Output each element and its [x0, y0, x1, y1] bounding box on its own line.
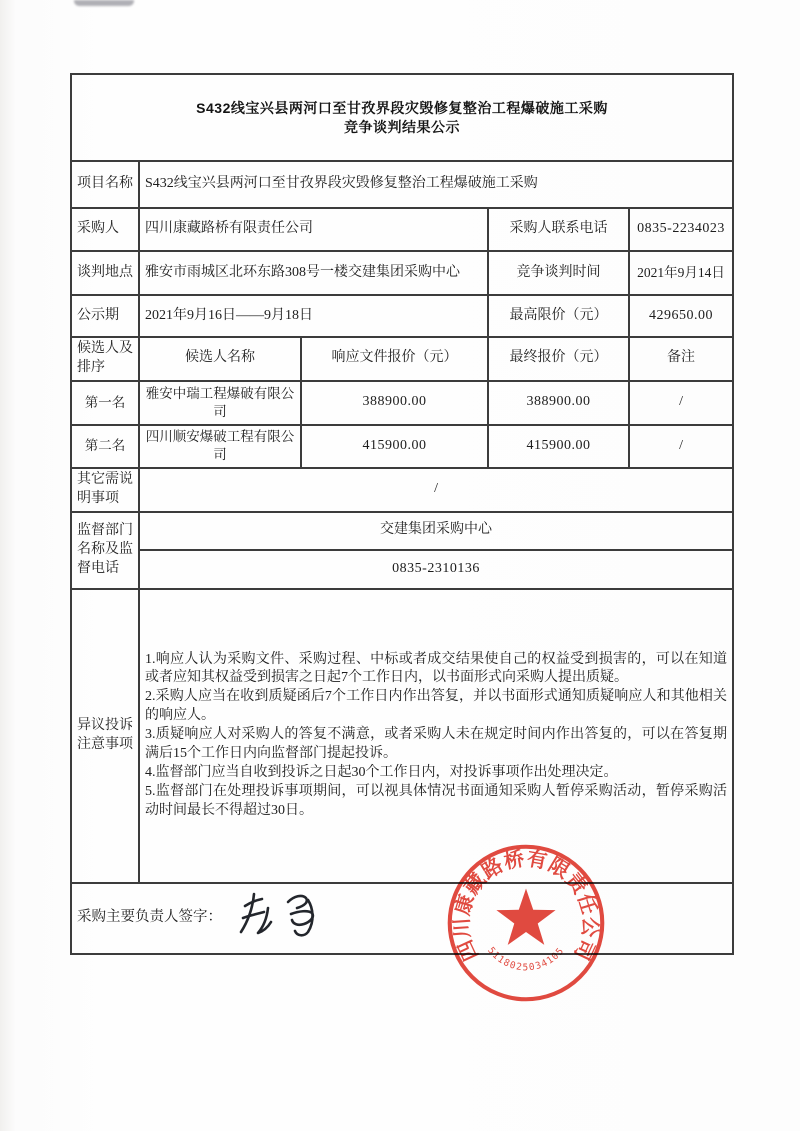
- candidate-2-remark: /: [629, 425, 733, 468]
- candidate-row-2: [71, 425, 733, 468]
- supervision-dept-row: [71, 512, 733, 550]
- objection-item-5: 5.监督部门在处理投诉事项期间，可以视具体情况书面通知采购人暂停采购活动，暂停采购活动时间最长不得超过30日。: [145, 783, 728, 818]
- candidate-2-name: 四川顺安爆破工程有限公司: [139, 425, 301, 468]
- candidate-2-final-price: 415900.00: [488, 425, 629, 468]
- other-notes-value: /: [139, 468, 733, 512]
- other-notes-label: 其它需说明事项: [71, 468, 139, 512]
- title-line-2: 竞争谈判结果公示: [344, 118, 461, 135]
- objection-row: [71, 589, 733, 883]
- candidate-1-remark: /: [629, 381, 733, 425]
- document-title: [71, 74, 733, 161]
- publicity-row: [71, 295, 733, 337]
- candidate-2-doc-price: 415900.00: [301, 425, 488, 468]
- purchaser-row: [71, 208, 733, 251]
- candidates-doc-price-header: 响应文件报价（元）: [301, 337, 488, 381]
- purchaser-label: 采购人: [71, 208, 139, 251]
- publicity-value: 2021年9月16日——9月18日: [139, 295, 488, 337]
- candidate-1-rank: 第一名: [71, 381, 139, 425]
- objection-label: 异议投诉注意事项: [71, 589, 139, 883]
- objection-notice-text: [139, 589, 733, 883]
- max-price-label: 最高限价（元）: [488, 295, 629, 337]
- seal-company-name: 四川康藏路桥有限责任公司: [451, 847, 601, 964]
- candidate-1-doc-price: 388900.00: [301, 381, 488, 425]
- scan-edge-artifact: [74, 0, 134, 6]
- signature-row: [71, 883, 733, 954]
- candidates-final-price-header: 最终报价（元）: [488, 337, 629, 381]
- candidates-rank-header: 候选人及排序: [71, 337, 139, 381]
- objection-item-4: 4.监督部门应当自收到投诉之日起30个工作日内，对投诉事项作出处理决定。: [145, 764, 618, 780]
- signature-cell: [71, 883, 733, 954]
- candidates-header-row: [71, 337, 733, 381]
- candidate-1-name: 雅安中瑞工程爆破有限公司: [139, 381, 301, 425]
- handwritten-signature: [236, 887, 334, 941]
- candidate-1-final-price: 388900.00: [488, 381, 629, 425]
- supervision-label: 监督部门名称及监督电话: [71, 512, 139, 589]
- other-notes-row: [71, 468, 733, 512]
- project-label: 项目名称: [71, 161, 139, 208]
- title-line-1: S432线宝兴县两河口至甘孜界段灾毁修复整治工程爆破施工采购: [196, 99, 608, 116]
- place-value: 雅安市雨城区北环东路308号一楼交建集团采购中心: [139, 251, 488, 295]
- purchaser-phone-label: 采购人联系电话: [488, 208, 629, 251]
- max-price-value: 429650.00: [629, 295, 733, 337]
- objection-item-3: 3.质疑响应人对采购人的答复不满意，或者采购人未在规定时间内作出答复的，可以在答复期满后15个工作日内向监督部门提起投诉。: [145, 727, 728, 761]
- candidate-2-rank: 第二名: [71, 425, 139, 468]
- time-label: 竞争谈判时间: [488, 251, 629, 295]
- candidates-remark-header: 备注: [629, 337, 733, 381]
- candidate-row-1: [71, 381, 733, 425]
- supervision-phone-value: 0835-2310136: [139, 550, 733, 589]
- title-row: [71, 74, 733, 161]
- publicity-label: 公示期: [71, 295, 139, 337]
- place-time-row: [71, 251, 733, 295]
- objection-item-1: 1.响应人认为采购文件、采购过程、中标或者成交结果使自己的权益受到损害的，可以在知道或者应知其权益受到损害之日起7个工作日内，以书面形式向采购人提出质疑。: [145, 651, 728, 686]
- seal-number: 5118025034105: [485, 945, 567, 974]
- project-value: S432线宝兴县两河口至甘孜界段灾毁修复整治工程爆破施工采购: [139, 161, 733, 208]
- purchaser-value: 四川康藏路桥有限责任公司: [139, 208, 488, 251]
- purchaser-phone-value: 0835-2234023: [629, 208, 733, 251]
- project-row: [71, 161, 733, 208]
- time-value: 2021年9月14日: [629, 251, 733, 295]
- objection-item-2: 2.采购人应当在收到质疑函后7个工作日内作出答复，并以书面形式通知质疑响应人和其他相关的响应人。: [145, 689, 728, 724]
- supervision-dept-value: 交建集团采购中心: [139, 512, 733, 550]
- signature-label: 采购主要负责人签字：: [77, 909, 222, 926]
- candidates-name-header: 候选人名称: [139, 337, 301, 381]
- supervision-phone-row: [71, 550, 733, 589]
- place-label: 谈判地点: [71, 251, 139, 295]
- procurement-result-table: [70, 73, 734, 955]
